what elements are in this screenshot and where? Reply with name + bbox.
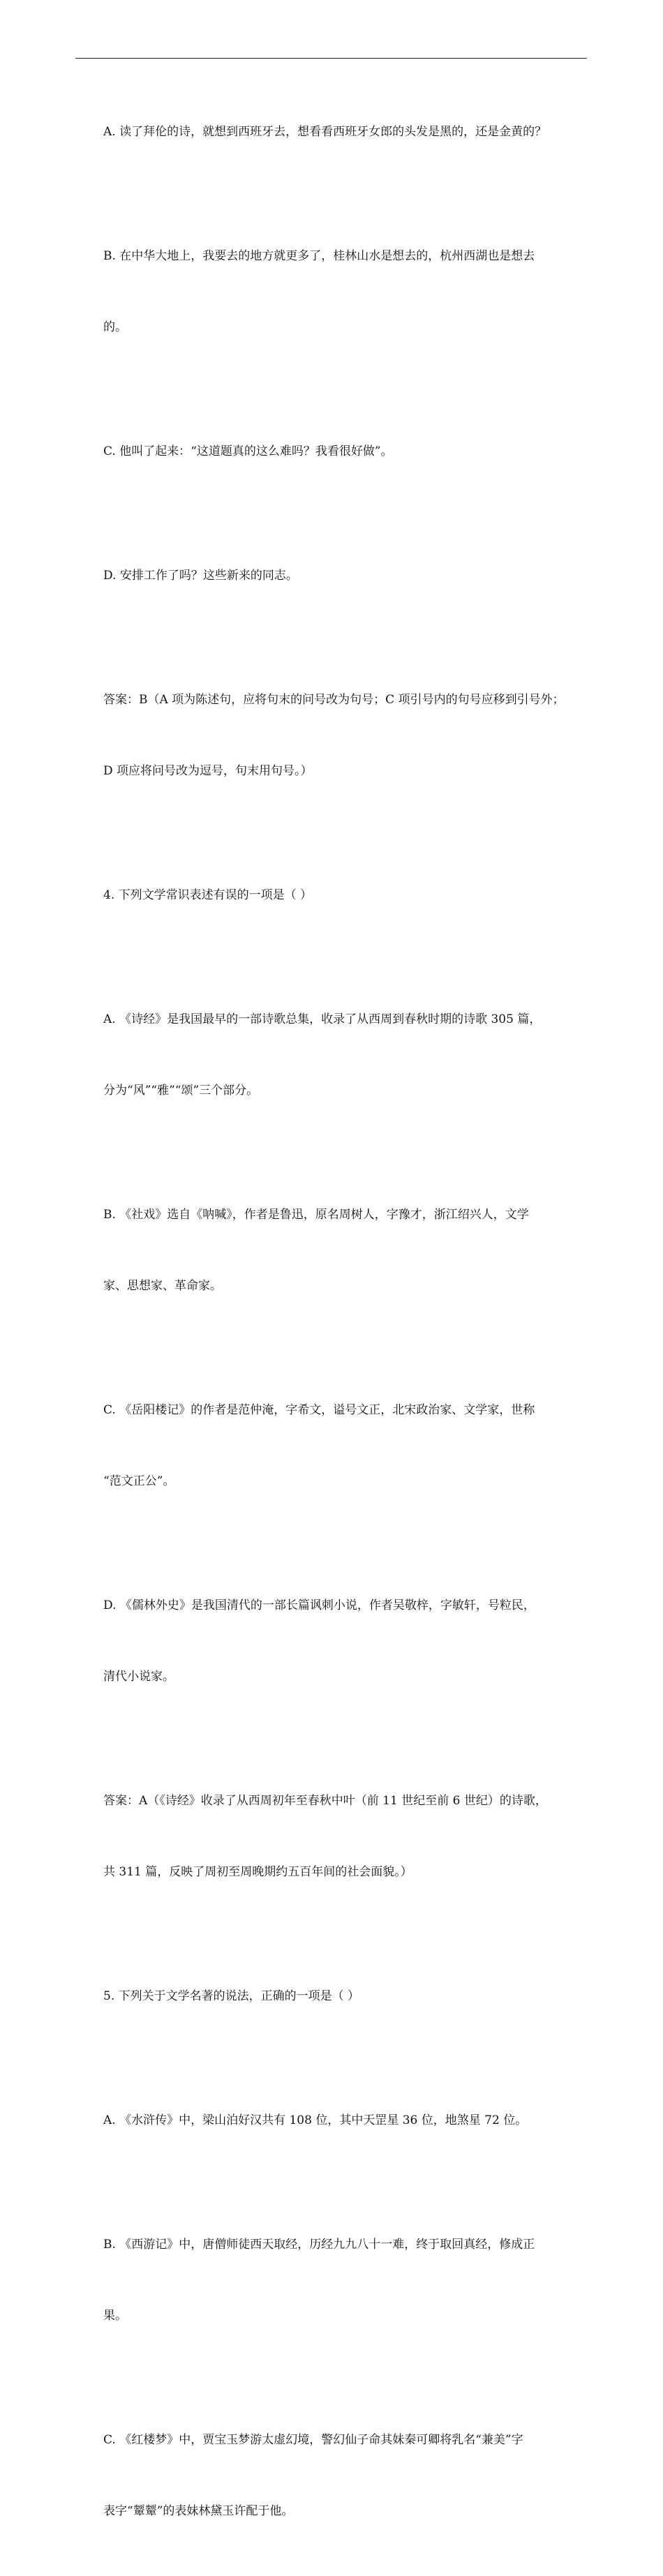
header-rule xyxy=(75,58,587,59)
text-line: 表字“颦颦”的表妹林黛玉许配于他。 xyxy=(103,2504,294,2518)
text-line: “范文正公”。 xyxy=(103,1474,175,1488)
text-line: 果。 xyxy=(103,2309,127,2323)
text-line: A. 读了拜伦的诗，就想到西班牙去，想看看西班牙女郎的头发是黑的，还是金黄的？ xyxy=(103,125,547,139)
text-line: 答案：B（A 项为陈述句，应将句末的问号改为句号；C 项引号内的句号应移到引号外； xyxy=(103,693,565,707)
text-line: A. 《诗经》是我国最早的一部诗歌总集，收录了从西周到春秋时期的诗歌 305 篇， xyxy=(103,1012,542,1026)
answer-q4 xyxy=(103,1742,600,1931)
document-body xyxy=(103,73,600,2576)
option-d-q3 xyxy=(103,516,600,635)
text-line: B. 《西游记》中，唐僧师徒西天取经，历经九九八十一难，终于取回真经，修成正 xyxy=(103,2238,535,2252)
text-line: D. 安排工作了吗？这些新来的同志。 xyxy=(103,569,298,583)
text-line: 4. 下列文学常识表述有误的一项是（ ） xyxy=(103,888,313,902)
option-c-q5 xyxy=(103,2381,600,2570)
option-b-q5 xyxy=(103,2185,600,2375)
option-a-q5 xyxy=(103,2061,600,2180)
text-line: 答案：A（《诗经》收录了从西周初年至春秋中叶（前 11 世纪至前 6 世纪）的诗歌， xyxy=(103,1794,547,1808)
text-line: 分为“风”“雅”“颂”三个部分。 xyxy=(103,1084,259,1098)
text-line: B. 在中华大地上，我要去的地方就更多了，桂林山水是想去的，杭州西湖也是想去 xyxy=(103,249,535,263)
text-line: B. 《社戏》选自《呐喊》，作者是鲁迅，原名周树人，字豫才，浙江绍兴人，文学 xyxy=(103,1208,529,1222)
option-a-q3 xyxy=(103,73,600,191)
answer-q3 xyxy=(103,641,600,830)
option-c-q3 xyxy=(103,392,600,511)
text-line: C. 《红楼梦》中，贾宝玉梦游太虚幻境，警幻仙子命其妹秦可卿将乳名“兼美”字 xyxy=(103,2433,523,2447)
text-line: D 项应将问号改为逗号，句末用句号。） xyxy=(103,764,313,778)
text-line: 5. 下列关于文学名著的说法，正确的一项是（ ） xyxy=(103,1989,360,2003)
text-line: 清代小说家。 xyxy=(103,1670,174,1684)
text-line: 家、思想家、革命家。 xyxy=(103,1279,222,1293)
text-line: D. 《儒林外史》是我国清代的一部长篇讽刺小说，作者吴敬梓，字敏轩，号粒民， xyxy=(103,1598,535,1612)
option-d-q4 xyxy=(103,1546,600,1736)
text-line: C. 他叫了起来：“这道题真的这么难吗？我看很好做”。 xyxy=(103,444,393,458)
option-a-q4 xyxy=(103,960,600,1150)
option-b-q3 xyxy=(103,197,600,387)
text-line: C. 《岳阳楼记》的作者是范仲淹，字希文，谥号文正，北宋政治家、文学家，世称 xyxy=(103,1403,535,1417)
text-line: A. 《水浒传》中，梁山泊好汉共有 108 位，其中天罡星 36 位，地煞星 72 位。 xyxy=(103,2113,528,2127)
question-5 xyxy=(103,1937,600,2055)
option-c-q4 xyxy=(103,1351,600,1541)
option-b-q4 xyxy=(103,1155,600,1345)
question-4 xyxy=(103,836,600,954)
text-line: 共 311 篇，反映了周初至周晚期约五百年间的社会面貌。） xyxy=(103,1865,412,1879)
text-line: 的。 xyxy=(103,320,127,334)
